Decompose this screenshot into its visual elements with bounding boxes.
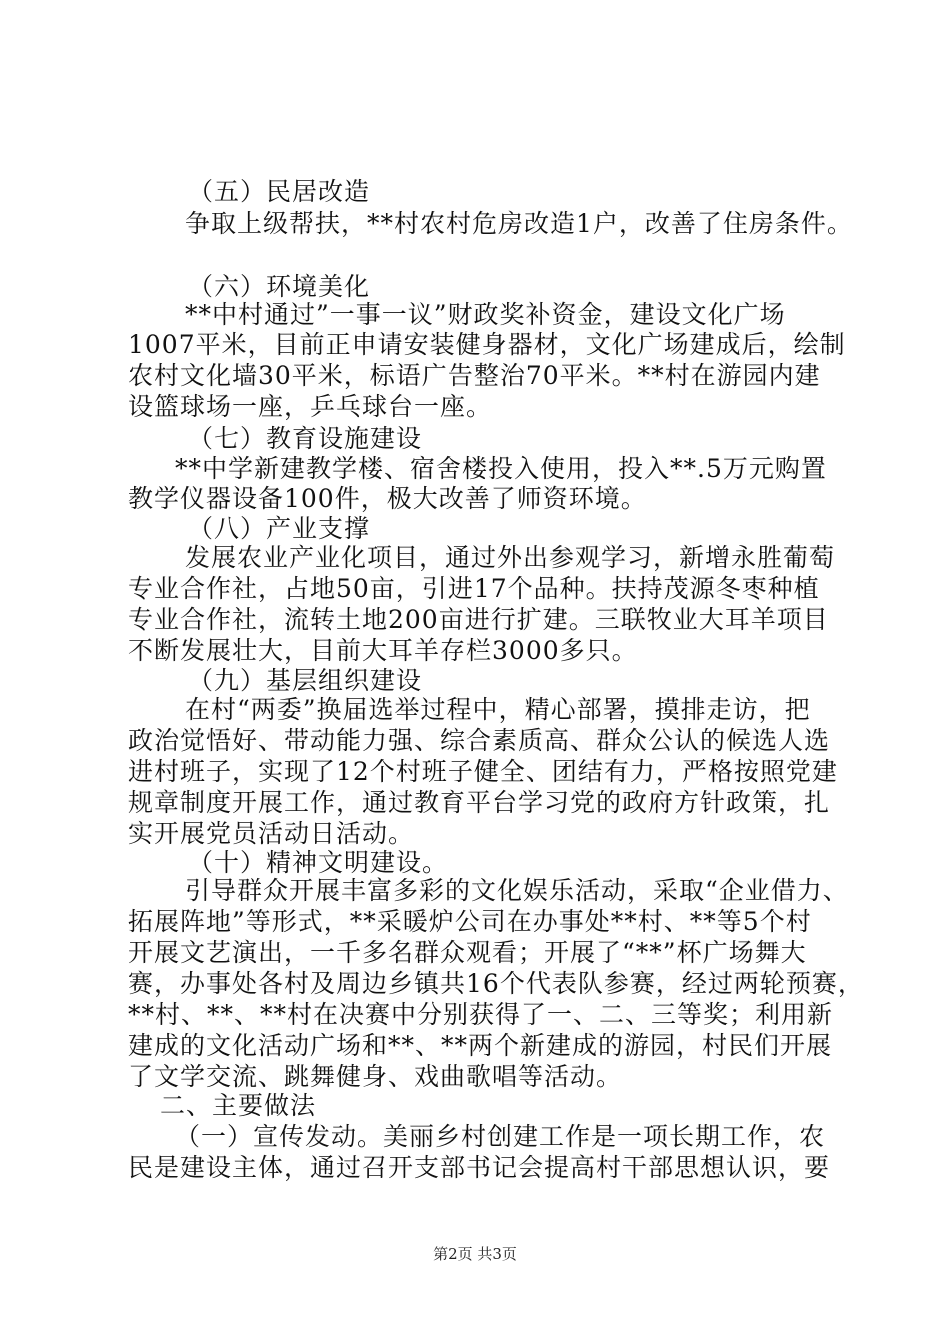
paragraph-line: **中村通过”一事一议”财政奖补资金，建设文化广场: [185, 300, 786, 329]
paragraph-line: 拓展阵地”等形式，**采暖炉公司在办事处**村、**等5个村: [128, 907, 812, 936]
paragraph-line: 争取上级帮扶，**村农村危房改造1户，改善了住房条件。: [185, 209, 853, 238]
paragraph-line: 不断发展壮大，目前大耳羊存栏3000多只。: [128, 636, 638, 665]
paragraph-line: 进村班子，实现了12个村班子健全、团结有力，严格按照党建: [128, 757, 838, 786]
paragraph-line: 开展文艺演出，一千多名群众观看；开展了“**”杯广场舞大: [128, 938, 807, 967]
section-heading: （九）基层组织建设: [188, 666, 423, 695]
paragraph-line: 赛，办事处各村及周边乡镇共16个代表队参赛，经过两轮预赛，: [128, 969, 864, 998]
paragraph-line: 民是建设主体，通过召开支部书记会提高村干部思想认识，要: [128, 1153, 831, 1182]
paragraph-line: 实开展党员活动日活动。: [128, 819, 415, 848]
paragraph-line: 政治觉悟好、带动能力强、综合素质高、群众公认的候选人选: [128, 726, 831, 755]
paragraph-line: 引导群众开展丰富多彩的文化娱乐活动，采取“企业借力、: [185, 876, 849, 905]
paragraph-line: **村、**、**村在决赛中分别获得了一、二、三等奖；利用新: [128, 1000, 834, 1029]
page-number-footer: 第2页 共3页: [433, 1245, 517, 1263]
section-heading: 二、主要做法: [160, 1091, 317, 1120]
paragraph-line: 规章制度开展工作，通过教育平台学习党的政府方针政策，扎: [128, 788, 831, 817]
section-heading: （七）教育设施建设: [188, 424, 423, 453]
paragraph-line: 教学仪器设备100件，极大改善了师资环境。: [128, 484, 647, 513]
paragraph-line: （一）宣传发动。美丽乡村创建工作是一项长期工作，农: [175, 1122, 826, 1151]
paragraph-line: **中学新建教学楼、宿舍楼投入使用，投入**.5万元购置: [175, 454, 827, 483]
paragraph-line: 建成的文化活动广场和**、**两个新建成的游园，村民们开展: [128, 1031, 833, 1060]
section-heading: （五）民居改造: [188, 177, 371, 206]
section-heading: （八）产业支撑: [188, 514, 371, 543]
paragraph-line: 1007平米，目前正申请安装健身器材，文化广场建成后，绘制: [128, 330, 846, 359]
paragraph-line: 设篮球场一座，乒乓球台一座。: [128, 392, 493, 421]
section-heading: （十）精神文明建设。: [188, 848, 449, 877]
paragraph-line: 专业合作社，流转土地200亩进行扩建。三联牧业大耳羊项目: [128, 605, 829, 634]
paragraph-line: 了文学交流、跳舞健身、戏曲歌唱等活动。: [128, 1062, 623, 1091]
section-heading: （六）环境美化: [188, 272, 371, 301]
paragraph-line: 专业合作社，占地50亩，引进17个品种。扶持茂源冬枣种植: [128, 574, 820, 603]
paragraph-line: 在村“两委”换届选举过程中，精心部署，摸排走访，把: [185, 695, 811, 724]
paragraph-line: 发展农业产业化项目，通过外出参观学习，新增永胜葡萄: [185, 543, 836, 572]
paragraph-line: 农村文化墙30平米，标语广告整治70平米。**村在游园内建: [128, 361, 821, 390]
